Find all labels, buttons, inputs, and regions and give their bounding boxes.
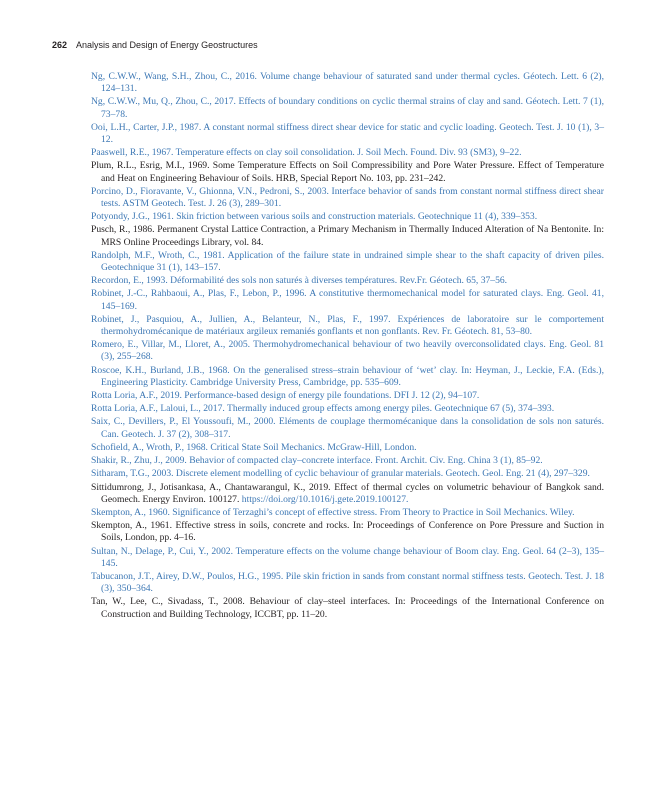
reference-entry[interactable] bbox=[91, 186, 604, 210]
reference-entry[interactable] bbox=[91, 403, 604, 415]
reference-text: Paaswell, R.E., 1967. Temperature effects on clay soil consolidation. J. Soil Mech. Found. Div. 93 (SM3), 9–22. bbox=[91, 147, 522, 159]
reference-text: Rotta Loria, A.F., 2019. Performance-based design of energy pile foundations. DFI J. 12 (2), 94–107. bbox=[91, 390, 480, 402]
reference-text: Skempton, A., 1960. Significance of Terzaghi’s concept of effective stress. From Theory to Practice in Soil Mechanics. Wiley. bbox=[91, 506, 575, 518]
reference-entry[interactable] bbox=[91, 507, 604, 519]
reference-text: Tan, W., Lee, C., Sivadass, T., 2008. Behaviour of clay–steel interfaces. In: Proceedings of the International Conference on Construction and Building Technology, ICCBT, pp. 11–20. bbox=[91, 596, 604, 620]
reference-text: Sittidumrong, J., Jotisankasa, A., Chantawarangul, K., 2019. Effect of thermal cycles on volumetric behaviour of Bangkok sand. Geomech. Energy Environ. 100127. bbox=[91, 481, 604, 505]
reference-text: Romero, E., Villar, M., Lloret, A., 2005. Thermohydromechanical behaviour of two heavily overconsolidated clays. Eng. Geol. 81 (3), 255–268. bbox=[91, 339, 604, 363]
reference-text: Sultan, N., Delage, P., Cui, Y., 2002. Temperature effects on the volume change behaviour of Boom clay. Eng. Geol. 64 (2–3), 135–145. bbox=[91, 545, 604, 569]
reference-entry[interactable] bbox=[91, 211, 604, 223]
reference-entry[interactable] bbox=[91, 96, 604, 120]
reference-text: Potyondy, J.G., 1961. Skin friction between various soils and construction materials. Geotechnique 11 (4), 339–353. bbox=[91, 211, 538, 223]
reference-text: Randolph, M.F., Wroth, C., 1981. Application of the failure state in undrained simple shear to the shaft capacity of driven piles. Geotechnique 31 (1), 143–157. bbox=[91, 249, 604, 274]
reference-entry bbox=[91, 224, 604, 248]
reference-entry[interactable] bbox=[91, 122, 604, 146]
reference-text: Tabucanon, J.T., Airey, D.W., Poulos, H.G., 1995. Pile skin friction in sands from constant normal stiffness tests. Geotech. Test. J. 18 (3), 350–364. bbox=[91, 570, 604, 595]
reference-text: Roscoe, K.H., Burland, J.B., 1968. On the generalised stress–strain behaviour of ‘wet’ clay. In: Heyman, J., Leckie, F.A. (Eds.), Engineering Plasticity. Cambridge University Press, Cambridge, pp. 535–609. bbox=[91, 364, 604, 388]
reference-entry[interactable] bbox=[91, 147, 604, 159]
page-number: 262 bbox=[52, 40, 68, 50]
reference-entry[interactable] bbox=[91, 468, 604, 480]
reference-entry[interactable] bbox=[91, 416, 604, 440]
reference-entry bbox=[91, 520, 604, 544]
reference-text: Ng, C.W.W., Mu, Q., Zhou, C., 2017. Effects of boundary conditions on cyclic thermal strains of clay and sand. Géotech. Lett. 7 (1), 73–78. bbox=[91, 96, 604, 120]
reference-entry bbox=[91, 596, 604, 620]
reference-text: Recordon, E., 1993. Déformabilité des sols non saturés à diverses températures. Rev.Fr. Géotech. 65, 37–56. bbox=[91, 275, 508, 287]
reference-entry[interactable] bbox=[91, 546, 604, 570]
reference-entry[interactable] bbox=[91, 365, 604, 389]
reference-text: Rotta Loria, A.F., Laloui, L., 2017. Thermally induced group effects among energy piles. Geotechnique 67 (5), 374–393. bbox=[91, 403, 555, 415]
reference-entry[interactable] bbox=[91, 71, 604, 95]
reference-text: Robinet, J., Pasquiou, A., Jullien, A., Belanteur, N., Plas, F., 1997. Expériences de laboratoire sur le comportement thermohydromécanique de matériaux argileux remaniés gonflants et non gonflants. Rev. Fr. Géotech. 81, 53–80. bbox=[91, 313, 604, 338]
reference-text: Plum, R.L., Esrig, M.I., 1969. Some Temperature Effects on Soil Compressibility and Pore Water Pressure. Effect of Temperature and Heat on Engineering Behaviour of Soils. HRB, Special Report No. 103, pp. 231–242. bbox=[91, 160, 604, 184]
reference-entry bbox=[91, 160, 604, 184]
running-header bbox=[52, 40, 258, 50]
reference-text: Ooi, L.H., Carter, J.P., 1987. A constant normal stiffness direct shear device for static and cyclic loading. Geotech. Test. J. 10 (1), 3–12. bbox=[91, 121, 604, 146]
reference-entry[interactable] bbox=[91, 275, 604, 287]
reference-list bbox=[91, 71, 604, 622]
reference-text: Sitharam, T.G., 2003. Discrete element modelling of cyclic behaviour of granular materials. Geotech. Geol. Eng. 21 (4), 297–329. bbox=[91, 468, 590, 480]
reference-entry[interactable] bbox=[91, 455, 604, 467]
reference-text: Skempton, A., 1961. Effective stress in soils, concrete and rocks. In: Proceedings of Conference on Pore Pressure and Suction in Soils, London, pp. 4–16. bbox=[91, 520, 604, 544]
reference-text: Robinet, J.-C., Rahbaoui, A., Plas, F., Lebon, P., 1996. A constitutive thermomechanical model for saturated clays. Eng. Geol. 41, 145–169. bbox=[91, 288, 604, 312]
doi-link[interactable]: https://doi.org/10.1016/j.gete.2019.100127. bbox=[241, 493, 409, 505]
reference-text: Pusch, R., 1986. Permanent Crystal Lattice Contraction, a Primary Mechanism in Thermally Induced Alteration of Na Bentonite. In: MRS Online Proceedings Library, vol. 84. bbox=[91, 224, 604, 248]
running-title: Analysis and Design of Energy Geostructures bbox=[76, 40, 258, 50]
reference-entry[interactable] bbox=[91, 288, 604, 312]
reference-entry[interactable] bbox=[91, 571, 604, 595]
reference-entry[interactable] bbox=[91, 390, 604, 402]
reference-text: Saix, C., Devillers, P., El Youssoufi, M., 2000. Eléments de couplage thermomécanique dans la consolidation de sols non saturés. Can. Geotech. J. 37 (2), 308–317. bbox=[91, 416, 604, 440]
reference-text: Schofield, A., Wroth, P., 1968. Critical State Soil Mechanics. McGraw-Hill, London. bbox=[91, 441, 417, 453]
reference-entry[interactable] bbox=[91, 314, 604, 338]
reference-text: Shakir, R., Zhu, J., 2009. Behavior of compacted clay–concrete interface. Front. Archit. Civ. Eng. China 3 (1), 85–92. bbox=[91, 455, 543, 467]
reference-entry bbox=[91, 482, 604, 506]
reference-entry[interactable] bbox=[91, 339, 604, 363]
reference-entry[interactable] bbox=[91, 250, 604, 274]
reference-text: Porcino, D., Fioravante, V., Ghionna, V.N., Pedroni, S., 2003. Interface behavior of sands from constant normal stiffness direct shear tests. ASTM Geotech. Test. J. 26 (3), 289–301. bbox=[91, 185, 604, 210]
reference-text: Ng, C.W.W., Wang, S.H., Zhou, C., 2016. Volume change behaviour of saturated sand under thermal cycles. Géotech. Lett. 6 (2), 124–131. bbox=[91, 71, 604, 95]
reference-entry[interactable] bbox=[91, 442, 604, 454]
